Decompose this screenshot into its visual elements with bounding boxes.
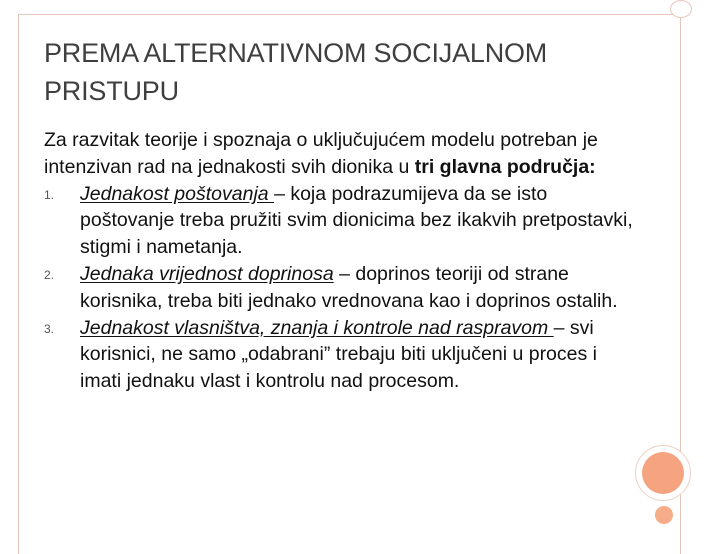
list-item-text: – svi korisnici, ne samo „odabrani” trebaju biti uključeni u proces i imati jednaku vlast i kontrolu nad procesom.: [80, 316, 597, 393]
decorative-circle-small: [655, 506, 673, 524]
list-item-term: Jednakost poštovanja: [80, 182, 275, 205]
list-number: 1.: [44, 187, 55, 202]
list-number: 3.: [44, 321, 55, 336]
decorative-circle-top: [670, 0, 692, 18]
slide-title: PREMA ALTERNATIVNOM SOCIJALNOM PRISTUPU: [44, 38, 548, 106]
list-item-term: Jednakost vlasništva, znanja i kontrole nad raspravom: [80, 316, 554, 339]
list-item-text: – doprinos teoriji od strane korisnika, treba biti jednako vrednovana kao i doprinos ostalih.: [80, 262, 618, 312]
list-item: [44, 181, 634, 261]
intro-emphasis: tri glavna područja:: [414, 155, 596, 178]
list-number: 2.: [44, 267, 55, 282]
list-item: [44, 315, 634, 395]
slide-body: [44, 127, 634, 395]
principles-list: [44, 181, 634, 395]
intro-paragraph: [44, 127, 634, 181]
list-item: [44, 261, 634, 315]
list-item-text: – koja podrazumijeva da se isto poštovanje treba pružiti svim dionicima bez ikakvih pretpostavki, stigmi i nametanja.: [80, 182, 633, 259]
intro-text: Za razvitak teorije i spoznaja o uključujućem modelu potreban je intenzivan rad na jednakosti svih dionika u: [44, 129, 598, 178]
decorative-circle-large: [642, 452, 684, 494]
list-item-term: Jednaka vrijednost doprinosa: [80, 262, 334, 285]
